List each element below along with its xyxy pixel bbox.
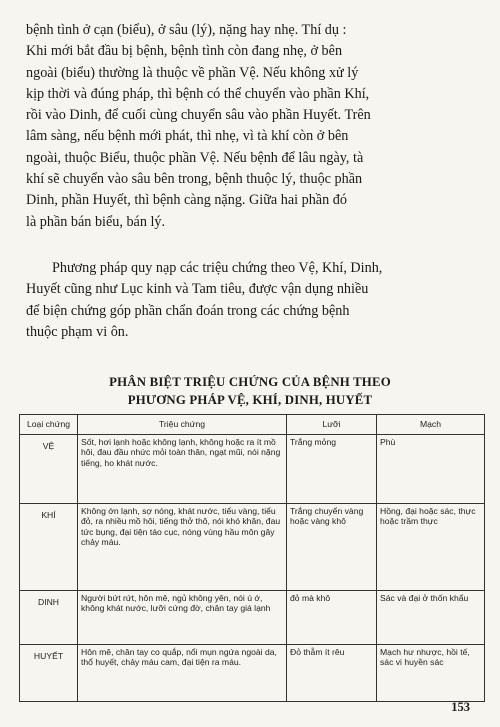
cell-symptoms: Hôn mê, chân tay co quắp, nổi mụn ngứa ngoài da, thổ huyết, chảy máu cam, đại tiện ra máu. — [78, 644, 287, 701]
page-number: 153 — [451, 700, 470, 714]
paragraph-method — [26, 258, 474, 343]
cell-symptoms: Sốt, hơi lạnh hoặc không lạnh, không hoặc ra ít mồ hôi, đau đầu nhức mỏi toàn thân, ngạt mũi, nói nặng tiếng, ho khát nước. — [78, 434, 287, 503]
table-row — [20, 503, 485, 590]
text-line: ngoài, thuộc Biểu, thuộc phần Vệ. Nếu bệnh để lâu ngày, tà — [26, 149, 364, 166]
text-line: Khi mới bắt đầu bị bệnh, bệnh tình còn đang nhẹ, ở bên — [26, 43, 343, 60]
text-line: Phương pháp quy nạp các triệu chứng theo Vệ, Khí, Dinh, — [52, 260, 383, 276]
table-title-line2: PHƯƠNG PHÁP VỆ, KHÍ, DINH, HUYẾT — [127, 393, 373, 407]
text-line: là phần bán biểu, bán lý. — [26, 213, 166, 230]
table-title-line1: PHÂN BIỆT TRIỆU CHỨNG CỦA BỆNH THEO — [109, 375, 391, 389]
text-line: khí sẽ chuyển vào sâu bên trong, bệnh thuộc lý, thuộc phần — [26, 171, 363, 188]
table-row — [20, 434, 485, 503]
header-symptoms: Triệu chứng — [78, 415, 287, 435]
cell-symptoms: Người bứt rứt, hôn mê, ngủ không yên, nói ú ớ, không khát nước, lưỡi cứng đờ, chân tay giá lạnh — [78, 590, 287, 644]
header-type: Loại chứng — [20, 415, 78, 435]
text-line: thuộc phạm vi ôn. — [26, 323, 129, 340]
text-line: ngoài (biểu) thường là thuộc về phần Vệ. Nếu không xử lý — [26, 64, 359, 81]
symptom-table — [19, 414, 485, 702]
table-row — [20, 644, 485, 701]
table-header-row — [20, 415, 485, 435]
text-line: để biện chứng góp phần chẩn đoán trong các chứng bệnh — [26, 302, 350, 319]
text-line: Huyết cũng như Lục kinh và Tam tiêu, được vận dụng nhiều — [26, 281, 369, 298]
cell-type: VỆ — [20, 434, 78, 503]
cell-symptoms: Không ớn lạnh, sợ nóng, khát nước, tiểu vàng, tiểu đỏ, ra nhiều mồ hôi, tiếng thở thô, nói khó khăn, đau tức bụng, đại tiện táo cục, nóng vùng hầu môn gây chảy máu. — [78, 503, 287, 590]
cell-pulse: Mạch hư nhược, hồi tế, sác vi huyền sác — [377, 644, 485, 701]
text-line: bệnh tình ở cạn (biểu), ở sâu (lý), nặng hay nhẹ. Thí dụ : — [26, 22, 347, 38]
header-pulse: Mạch — [377, 415, 485, 435]
paragraph-intro — [26, 20, 474, 233]
cell-tongue: Trắng chuyển vàng hoặc vàng khô — [287, 503, 377, 590]
header-tongue: Lưỡi — [287, 415, 377, 435]
table-title — [0, 373, 500, 409]
text-line: kịp thời và đúng pháp, thì bệnh có thể chuyển vào phần Khí, — [26, 85, 370, 102]
cell-type: KHÍ — [20, 503, 78, 590]
cell-tongue: Trắng mỏng — [287, 434, 377, 503]
cell-type: DINH — [20, 590, 78, 644]
text-line: Dinh, phần Huyết, thì bệnh càng nặng. Giữa hai phần đó — [26, 192, 347, 209]
cell-pulse: Hồng, đại hoặc sác, thực hoặc trầm thực — [377, 503, 485, 590]
text-line: rồi vào Dinh, để cuối cùng chuyển sâu vào phần Huyết. Trên — [26, 107, 371, 124]
table-row — [20, 590, 485, 644]
cell-pulse: Sác và đại ở thốn khẩu — [377, 590, 485, 644]
text-line: lâm sàng, nếu bệnh mới phát, thì nhẹ, vì tà khí còn ở bên — [26, 128, 349, 145]
cell-tongue: đỏ mà khô — [287, 590, 377, 644]
cell-type: HUYẾT — [20, 644, 78, 701]
cell-tongue: Đỏ thẫm ít rêu — [287, 644, 377, 701]
cell-pulse: Phù — [377, 434, 485, 503]
